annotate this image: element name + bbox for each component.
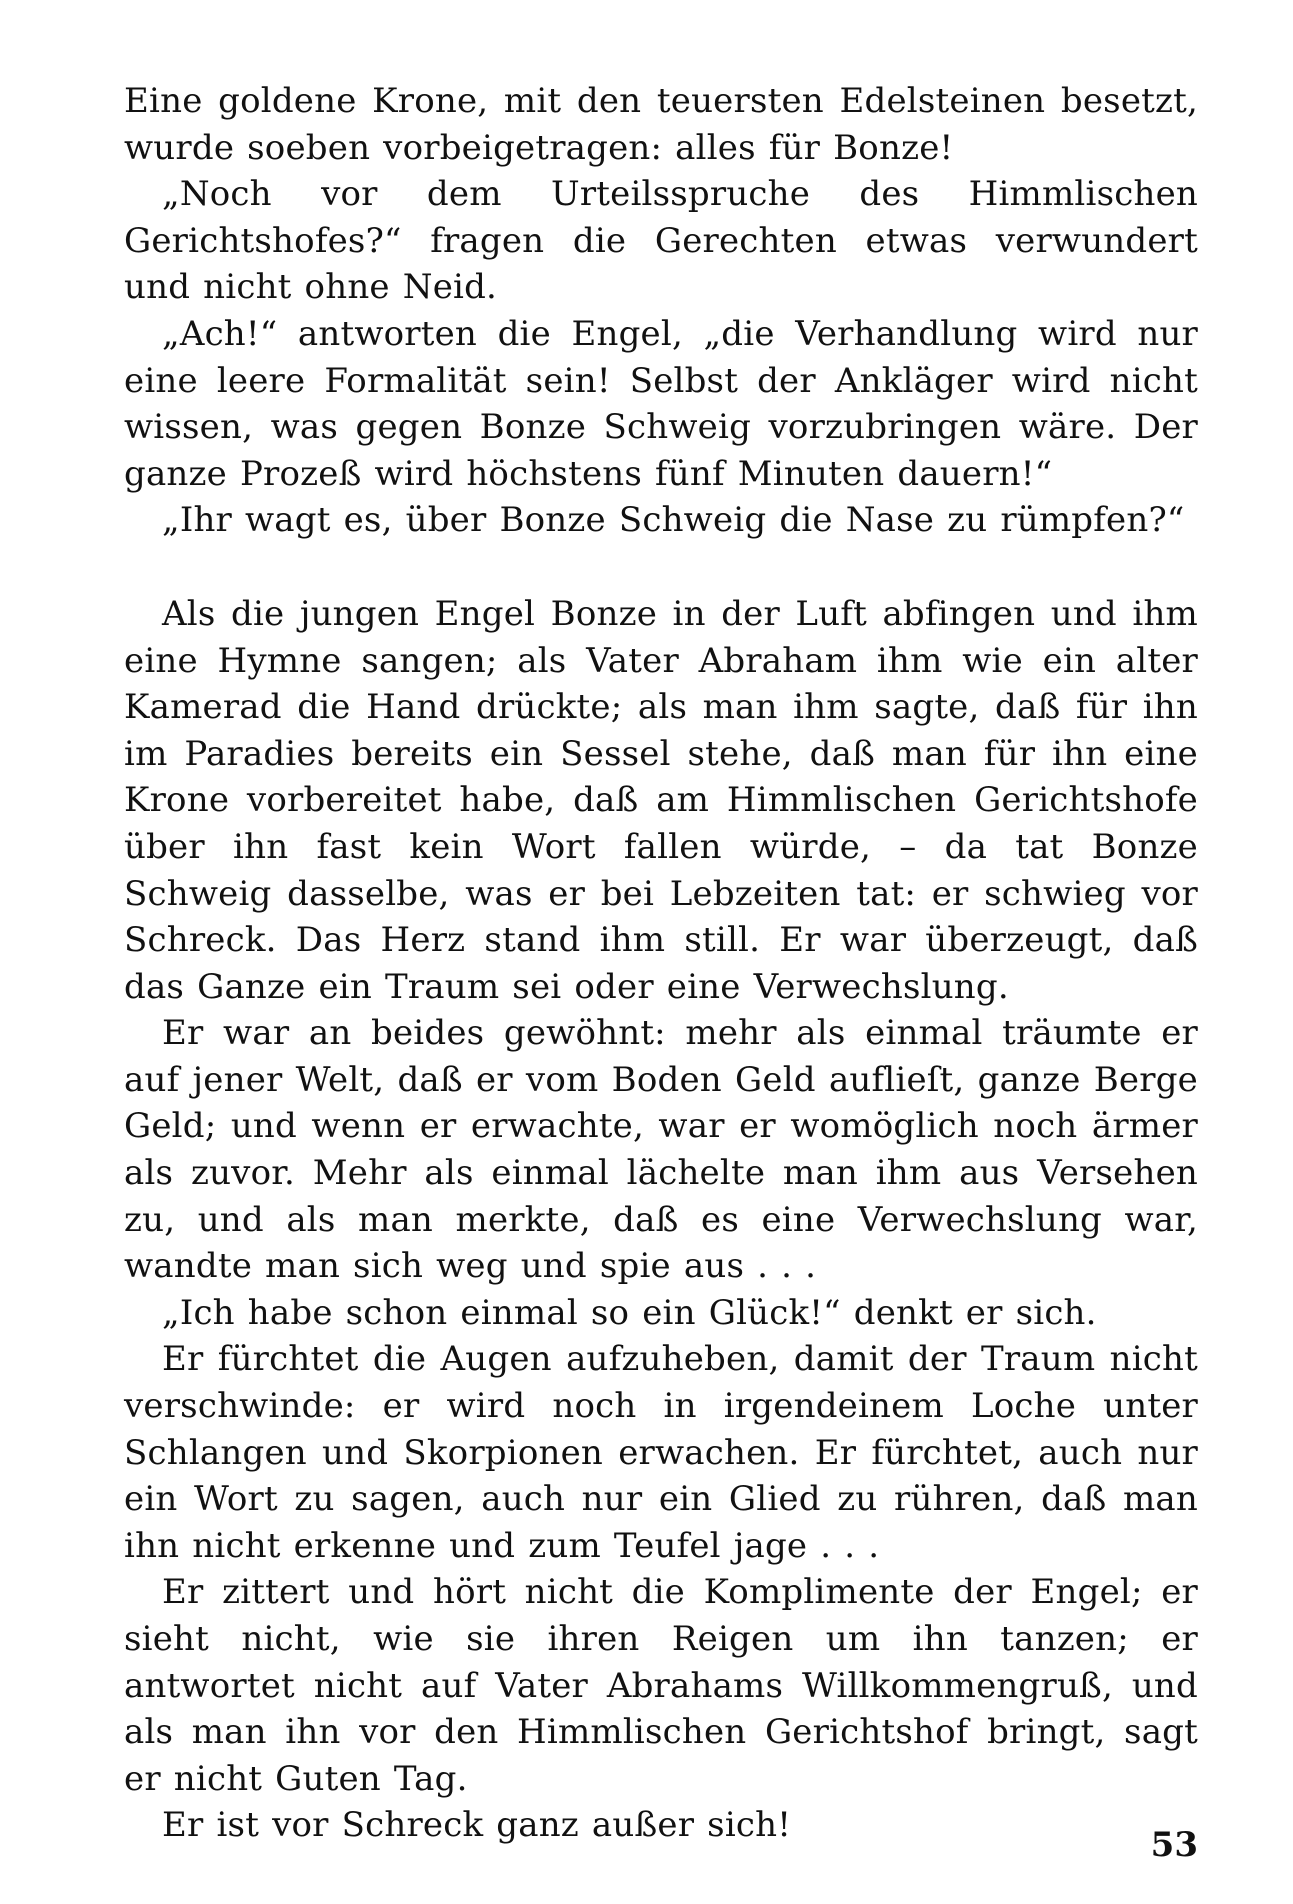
paragraph: „Noch vor dem Urteilsspruche des Himmlischen Gerichtshofes?“ fragen die Gerechten etwas verwundert und nicht ohne Neid. xyxy=(124,174,1198,308)
paragraph: Er fürchtet die Augen aufzuheben, damit der Traum nicht verschwinde: er wird noch in irgendeinem Loche unter Schlangen und Skorpionen erwachen. Er fürchtet, auch nur ein Wort zu sagen, auch nur ein Glied zu rühren, daß man ihn nicht erkenne und zum Teufel jage . . . xyxy=(124,1339,1198,1566)
paragraph: „Ach!“ antworten die Engel, „die Verhandlung wird nur eine leere Formalität sein! Selbst der Ankläger wird nicht wissen, was gegen Bonze Schweig vorzubringen wäre. Der ganze Prozeß wird höchstens fünf Minuten dauern!“ xyxy=(124,313,1198,494)
section-gap xyxy=(124,544,1198,591)
paragraph: Er zittert und hört nicht die Komplimente der Engel; er sieht nicht, wie sie ihren Reigen um ihn tanzen; er antwortet nicht auf Vater Abrahams Willkommengruß, und als man ihn vor den Himmlischen Gerichtshof bringt, sagt er nicht Guten Tag. xyxy=(124,1572,1198,1799)
body-text xyxy=(124,78,1198,1849)
paragraph: Er ist vor Schreck ganz außer sich! xyxy=(162,1805,792,1846)
paragraph: „Ich habe schon einmal so ein Glück!“ denkt er sich. xyxy=(162,1292,1097,1333)
paragraph: „Ihr wagt es, über Bonze Schweig die Nase zu rümpfen?“ xyxy=(162,500,1185,541)
page-number: 53 xyxy=(1150,1825,1198,1865)
paragraph: Er war an beides gewöhnt: mehr als einmal träumte er auf jener Welt, daß er vom Boden Geld auflieſt, ganze Berge Geld; und wenn er erwachte, war er womöglich noch ärmer als zuvor. Mehr als einmal lächelte man ihm aus Versehen zu, und als man merkte, daß es eine Verwechslung war, wandte man sich weg und spie aus . . . xyxy=(124,1013,1198,1287)
paragraph: Als die jungen Engel Bonze in der Luft abfingen und ihm eine Hymne sangen; als Vater Abraham ihm wie ein alter Kamerad die Hand drückte; als man ihm sagte, daß für ihn im Paradies bereits ein Sessel stehe, daß man für ihn eine Krone vorbereitet habe, daß am Himmlischen Gerichtshofe über ihn fast kein Wort fallen würde, – da tat Bonze Schweig dasselbe, was er bei Lebzeiten tat: er schwieg vor Schreck. Das Herz stand ihm still. Er war überzeugt, daß das Ganze ein Traum sei oder eine Verwechslung. xyxy=(124,593,1198,1007)
paragraph: Eine goldene Krone, mit den teuersten Edelsteinen besetzt, wurde soeben vorbeigetragen: alles für Bonze! xyxy=(124,81,1198,168)
